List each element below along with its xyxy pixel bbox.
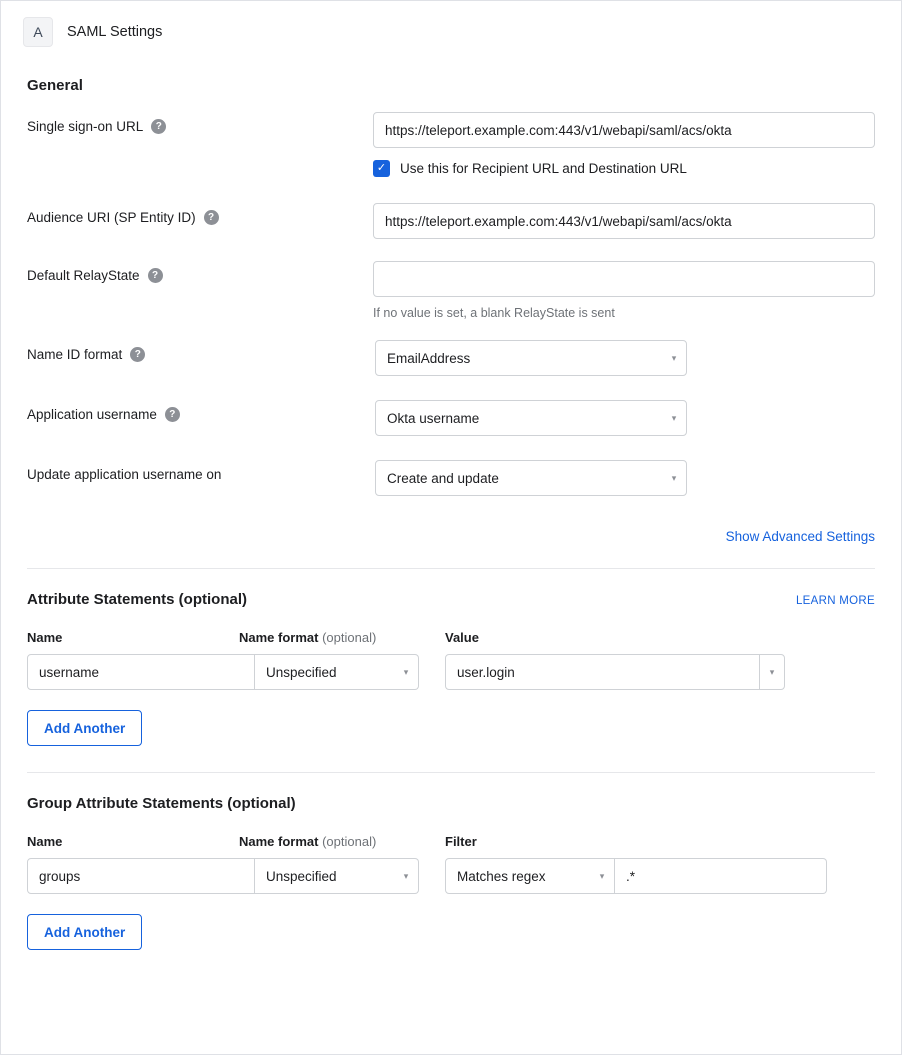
- audience-uri-input[interactable]: https://teleport.example.com:443/v1/webapi/saml/acs/okta: [373, 203, 875, 239]
- chevron-down-icon[interactable]: ▾: [403, 870, 409, 881]
- group-column-header-name-format-text: Name format: [239, 834, 319, 849]
- page-title: SAML Settings: [67, 24, 163, 40]
- update-application-username-on-label-text: Update application username on: [27, 467, 222, 482]
- help-icon[interactable]: ?: [130, 347, 145, 362]
- section-divider-2: [27, 772, 875, 773]
- attribute-statements-header: [27, 591, 875, 608]
- group-attribute-name-format-value: Unspecified: [266, 868, 337, 884]
- group-attribute-statements-add-another-button[interactable]: Add Another: [27, 914, 142, 950]
- group-attribute-statement-row: [27, 858, 875, 894]
- general-section: [1, 77, 901, 496]
- group-column-header-name-format-optional: (optional): [322, 834, 377, 849]
- chevron-down-icon[interactable]: ▾: [671, 352, 677, 363]
- column-header-name-format-optional: (optional): [322, 630, 377, 645]
- group-attribute-name-format-select[interactable]: [255, 858, 419, 894]
- group-attribute-name-input[interactable]: groups: [27, 858, 255, 894]
- name-id-format-value: EmailAddress: [387, 350, 471, 366]
- attribute-statements-add-another-button[interactable]: Add Another: [27, 710, 142, 746]
- attribute-statements-learn-more-link[interactable]: LEARN MORE: [795, 595, 875, 607]
- update-application-username-on-control: [375, 460, 875, 496]
- help-icon[interactable]: ?: [165, 407, 180, 422]
- chevron-down-icon[interactable]: ▾: [599, 870, 605, 881]
- help-icon[interactable]: ?: [151, 119, 166, 134]
- column-header-name: Name: [27, 630, 63, 645]
- single-sign-on-url-control: [373, 112, 875, 177]
- field-audience-uri: [27, 203, 875, 239]
- column-header-name-format-text: Name format: [239, 630, 319, 645]
- group-column-header-name-format: [239, 834, 445, 849]
- audience-uri-label: [27, 203, 373, 225]
- group-attribute-filter-value-input[interactable]: .*: [615, 858, 827, 894]
- single-sign-on-url-input[interactable]: https://teleport.example.com:443/v1/webapi/saml/acs/okta: [373, 112, 875, 148]
- chevron-down-icon[interactable]: ▾: [403, 666, 409, 677]
- general-section-title: General: [27, 77, 83, 94]
- chevron-down-icon[interactable]: ▾: [671, 412, 677, 423]
- application-username-control: [375, 400, 875, 436]
- group-column-header-filter: Filter: [445, 834, 477, 849]
- field-single-sign-on-url: [27, 112, 875, 177]
- name-id-format-label: [27, 340, 375, 362]
- update-application-username-on-label: [27, 460, 375, 482]
- attribute-name-format-value: Unspecified: [266, 664, 337, 680]
- app-header: [1, 1, 901, 55]
- attribute-value-input[interactable]: [445, 654, 785, 690]
- group-attribute-statements-section: [1, 795, 901, 950]
- field-name-id-format: [27, 340, 875, 376]
- application-username-label-text: Application username: [27, 407, 157, 422]
- single-sign-on-url-label: [27, 112, 373, 134]
- single-sign-on-url-label-text: Single sign-on URL: [27, 119, 144, 134]
- show-advanced-settings-link[interactable]: Show Advanced Settings: [725, 529, 875, 544]
- group-column-header-name: Name: [27, 834, 63, 849]
- chevron-down-icon[interactable]: ▾: [769, 666, 775, 677]
- name-id-format-select[interactable]: [375, 340, 687, 376]
- default-relaystate-hint: If no value is set, a blank RelayState is sent: [373, 306, 615, 320]
- audience-uri-control: [373, 203, 875, 239]
- help-icon[interactable]: ?: [148, 268, 163, 283]
- application-username-value: Okta username: [387, 410, 480, 426]
- default-relaystate-input[interactable]: [373, 261, 875, 297]
- group-attribute-filter-type: Matches regex: [457, 868, 546, 884]
- attribute-statements-section: [1, 591, 901, 746]
- field-application-username: [27, 400, 875, 436]
- application-username-select[interactable]: [375, 400, 687, 436]
- help-icon[interactable]: ?: [204, 210, 219, 225]
- group-attribute-statements-header: [27, 795, 875, 812]
- attribute-name-format-select[interactable]: [255, 654, 419, 690]
- update-application-username-on-value: Create and update: [387, 470, 499, 486]
- column-header-name-format: [239, 630, 445, 645]
- app-icon: A: [23, 17, 53, 47]
- attribute-value-text: user.login: [457, 664, 515, 680]
- default-relaystate-label-text: Default RelayState: [27, 268, 140, 283]
- name-id-format-label-text: Name ID format: [27, 347, 123, 362]
- recipient-destination-checkbox-row[interactable]: [373, 160, 875, 177]
- group-attribute-statements-title: Group Attribute Statements (optional): [27, 795, 296, 812]
- section-divider: [27, 568, 875, 569]
- group-attribute-column-headers: [27, 834, 875, 849]
- group-attribute-filter-select[interactable]: [445, 858, 615, 894]
- show-advanced-settings-row: [1, 514, 901, 546]
- default-relaystate-control: [373, 261, 875, 320]
- checkbox-checked-icon[interactable]: ✓: [373, 160, 390, 177]
- bottom-spacer: [1, 950, 901, 976]
- column-header-value: Value: [445, 630, 479, 645]
- update-application-username-on-select[interactable]: [375, 460, 687, 496]
- name-id-format-control: [375, 340, 875, 376]
- attribute-statements-column-headers: [27, 630, 875, 645]
- default-relaystate-label: [27, 261, 373, 283]
- attribute-statement-row: [27, 654, 875, 690]
- attribute-name-input[interactable]: username: [27, 654, 255, 690]
- application-username-label: [27, 400, 375, 422]
- recipient-destination-checkbox-label: Use this for Recipient URL and Destination URL: [400, 161, 687, 176]
- field-default-relaystate: [27, 261, 875, 320]
- attribute-statements-title: Attribute Statements (optional): [27, 591, 247, 608]
- field-update-application-username-on: [27, 460, 875, 496]
- audience-uri-label-text: Audience URI (SP Entity ID): [27, 210, 196, 225]
- chevron-down-icon[interactable]: ▾: [671, 472, 677, 483]
